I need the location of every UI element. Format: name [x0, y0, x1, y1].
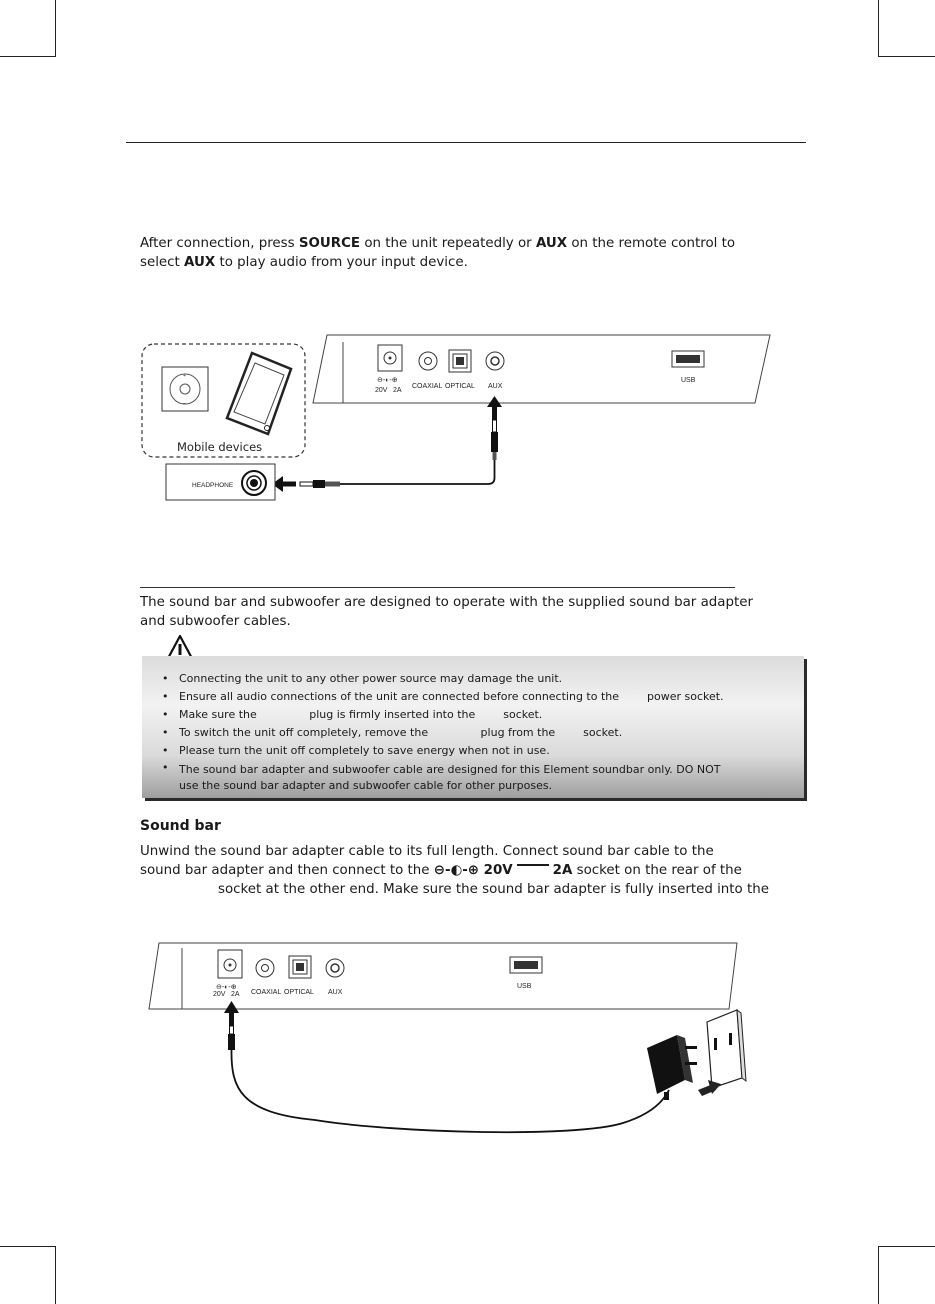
headphone-label: HEADPHONE	[192, 482, 234, 489]
music-player-icon	[162, 367, 208, 411]
crop-mark	[0, 56, 56, 57]
section-rule	[140, 587, 735, 588]
crop-mark	[55, 0, 56, 57]
power-connection-diagram	[145, 938, 755, 1138]
polarity-symbol-icon: ⊖-◐-⊕	[216, 984, 237, 991]
warning-item: • Ensure all audio connections of the unit are connected before connecting to the power socket.	[162, 688, 782, 706]
optical-label: OPTICAL	[284, 989, 314, 996]
warning-item: • To switch the unit off completely, remove the plug from the socket.	[162, 724, 782, 742]
arrow-left-icon	[272, 476, 296, 492]
svg-text:−: −	[183, 401, 186, 407]
soundbar-line-1: Unwind the sound bar adapter cable to its full length. Connect sound bar cable to the	[140, 844, 714, 859]
soundbar-line-3: socket at the other end. Make sure the sound bar adapter is fully inserted into the	[218, 882, 769, 897]
crop-mark	[878, 0, 879, 57]
smartphone-icon	[227, 353, 291, 434]
warning-item: • Please turn the unit off completely to save energy when not in use.	[162, 742, 782, 760]
aux-label: AUX	[488, 383, 503, 390]
crop-mark	[878, 1246, 879, 1304]
dc-plug	[228, 1026, 235, 1050]
power-adapter	[647, 1035, 697, 1100]
warning-item: • The sound bar adapter and subwoofer cable are designed for this Element soundbar only. DO NOT use the sound bar adapter and subwoofer cable for other purposes.	[162, 760, 739, 793]
soundbar-heading: Sound bar	[140, 818, 221, 834]
header-rule	[126, 142, 806, 143]
power-amp-label: 2A	[231, 991, 240, 998]
svg-text:+: +	[183, 373, 186, 379]
crop-mark	[878, 1246, 935, 1247]
dc-symbol-icon	[517, 864, 549, 876]
polarity-symbol-icon: ⊖-◐-⊕	[433, 863, 484, 878]
wall-socket	[707, 1010, 746, 1088]
aux-line-1: After connection, press SOURCE on the unit repeatedly or AUX on the remote control to	[140, 236, 736, 251]
soundbar-instructions	[140, 842, 780, 899]
aux-label: AUX	[328, 989, 343, 996]
soundbar-line-2: sound bar adapter and then connect to the ⊖-◐-⊕ 20V 2A socket on the rear of the	[140, 863, 742, 878]
power-amp-label: 2A	[393, 387, 402, 394]
crop-mark	[878, 56, 935, 57]
aux-line-2: select AUX to play audio from your input device.	[140, 255, 468, 270]
aux-jack-plug	[491, 420, 498, 460]
warning-item: • Connecting the unit to any other power source may damage the unit.	[162, 670, 782, 688]
headphone-device	[166, 464, 275, 500]
headphone-jack-plug	[300, 480, 340, 488]
warning-list	[162, 670, 782, 793]
polarity-symbol-icon: ⊖-◐-⊕	[377, 377, 398, 384]
coaxial-label: COAXIAL	[251, 989, 282, 996]
optical-label: OPTICAL	[445, 383, 475, 390]
warning-box	[142, 656, 804, 798]
optical-socket	[284, 956, 314, 996]
usb-label: USB	[681, 377, 696, 384]
power-label: 20V	[213, 991, 226, 998]
optical-socket	[445, 350, 475, 390]
usb-label: USB	[517, 983, 532, 990]
crop-mark	[0, 1246, 56, 1247]
power-intro-line-1: The sound bar and subwoofer are designed to operate with the supplied sound bar adapter	[140, 595, 753, 610]
power-intro-line-2: and subwoofer cables.	[140, 614, 291, 629]
warning-item: • Make sure the plug is firmly inserted into the socket.	[162, 706, 782, 724]
power-intro	[140, 593, 780, 631]
power-label: 20V	[375, 387, 388, 394]
coaxial-label: COAXIAL	[412, 383, 443, 390]
aux-instructions	[140, 234, 780, 272]
mobile-devices-label: Mobile devices	[177, 440, 263, 454]
crop-mark	[55, 1246, 56, 1304]
aux-connection-diagram	[130, 330, 780, 510]
